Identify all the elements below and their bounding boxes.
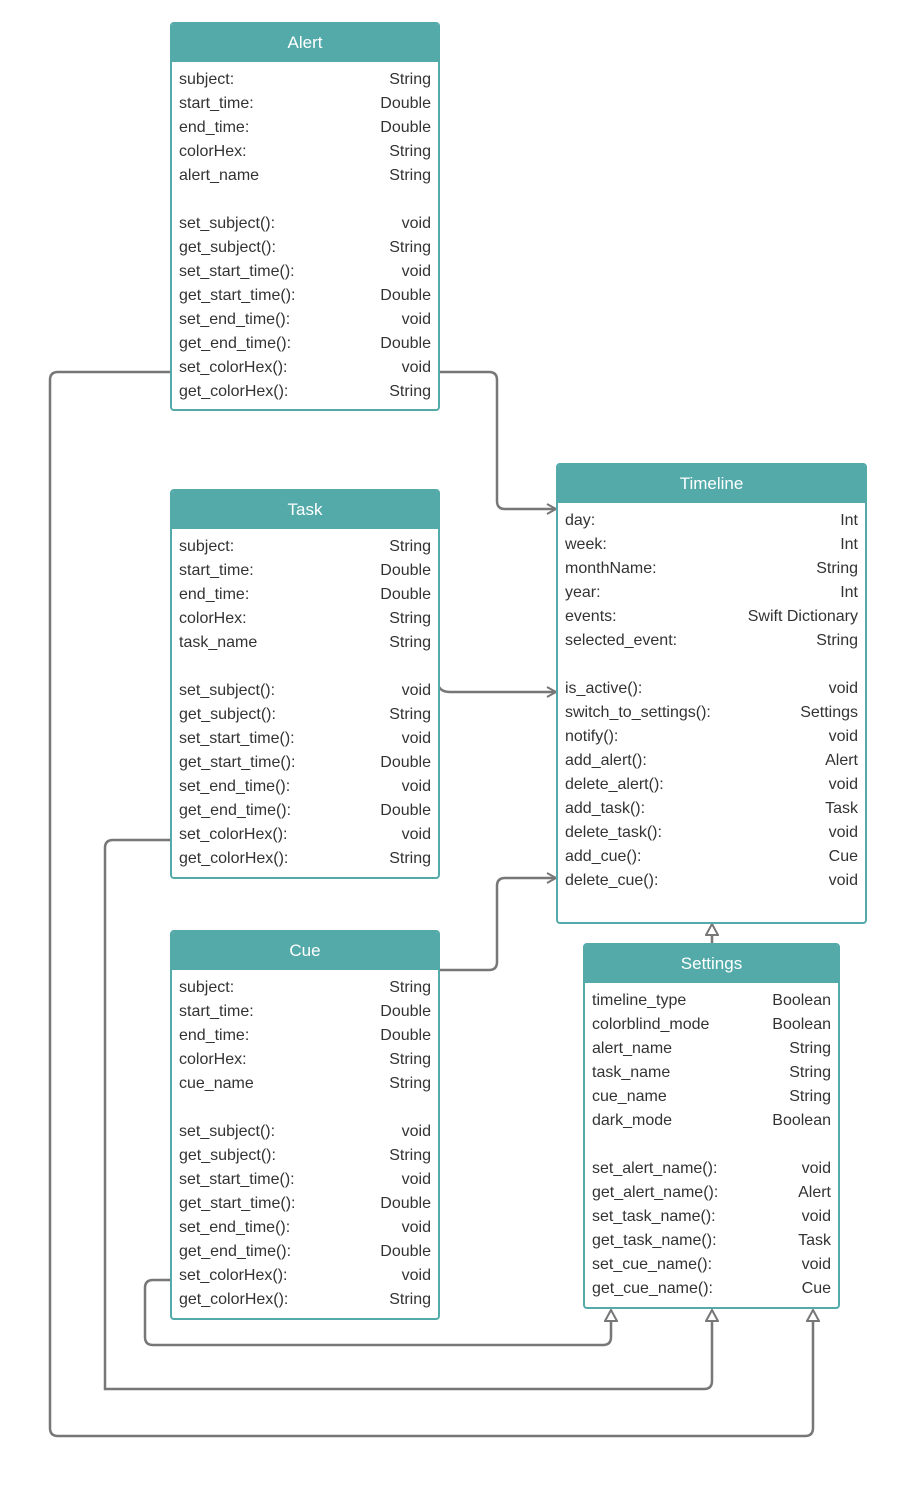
task-attribute-row <box>179 535 431 559</box>
section-spacer <box>179 655 431 679</box>
member-name: get_start_time(): <box>179 1195 296 1212</box>
task-method-row <box>179 703 431 727</box>
member-name: set_subject(): <box>179 682 276 699</box>
member-type: Double <box>380 287 431 304</box>
timeline-attribute-row <box>565 509 858 533</box>
alert-attribute-row <box>179 140 431 164</box>
member-name: get_alert_name(): <box>592 1184 719 1201</box>
member-name: task_name <box>592 1064 671 1081</box>
member-type: String <box>789 1040 831 1057</box>
timeline-method-row <box>565 677 858 701</box>
member-type: void <box>401 311 431 328</box>
member-type: void <box>801 1160 831 1177</box>
member-type: Swift Dictionary <box>747 608 858 625</box>
task-attribute-row <box>179 607 431 631</box>
task-attribute-row <box>179 583 431 607</box>
alert-method-row <box>179 332 431 356</box>
cue-attribute-row <box>179 1000 431 1024</box>
alert-attribute-row <box>179 92 431 116</box>
member-name: set_colorHex(): <box>179 1267 288 1284</box>
member-name: monthName: <box>565 560 657 577</box>
task-attribute-row <box>179 631 431 655</box>
class-settings-title: Settings <box>585 945 838 983</box>
alert-attribute-row <box>179 68 431 92</box>
alert-method-row <box>179 284 431 308</box>
alert-method-row <box>179 212 431 236</box>
settings-method-row <box>592 1253 831 1277</box>
class-alert-body <box>172 62 438 404</box>
timeline-method-row <box>565 845 858 869</box>
class-cue-body <box>172 970 438 1312</box>
class-settings-body <box>585 983 838 1301</box>
alert-method-row <box>179 236 431 260</box>
connector-cue-timeline <box>439 878 556 970</box>
member-name: colorHex: <box>179 1051 247 1068</box>
settings-attribute-row <box>592 1085 831 1109</box>
member-type: void <box>801 1256 831 1273</box>
member-name: set_end_time(): <box>179 778 291 795</box>
section-spacer <box>565 653 858 677</box>
member-name: week: <box>565 536 607 553</box>
member-type: String <box>816 560 858 577</box>
member-name: get_subject(): <box>179 239 276 256</box>
member-type: Double <box>380 586 431 603</box>
member-name: get_task_name(): <box>592 1232 717 1249</box>
member-name: delete_cue(): <box>565 872 659 889</box>
member-type: void <box>401 1171 431 1188</box>
settings-attribute-row <box>592 989 831 1013</box>
timeline-method-row <box>565 821 858 845</box>
member-type: void <box>401 682 431 699</box>
member-name: set_alert_name(): <box>592 1160 718 1177</box>
member-type: String <box>389 167 431 184</box>
member-name: colorblind_mode <box>592 1016 710 1033</box>
member-name: set_subject(): <box>179 1123 276 1140</box>
member-name: set_colorHex(): <box>179 826 288 843</box>
task-method-row <box>179 799 431 823</box>
member-type: void <box>401 778 431 795</box>
alert-attribute-row <box>179 164 431 188</box>
class-task-body <box>172 529 438 871</box>
cue-attribute-row <box>179 1072 431 1096</box>
member-name: set_end_time(): <box>179 311 291 328</box>
member-name: cue_name <box>179 1075 254 1092</box>
member-type: void <box>828 680 858 697</box>
member-name: set_subject(): <box>179 215 276 232</box>
member-name: get_end_time(): <box>179 335 292 352</box>
timeline-method-row <box>565 797 858 821</box>
member-type: Double <box>380 1243 431 1260</box>
task-method-row <box>179 823 431 847</box>
member-type: Int <box>840 584 858 601</box>
member-type: void <box>401 359 431 376</box>
member-type: String <box>389 610 431 627</box>
section-spacer <box>179 1096 431 1120</box>
member-type: void <box>828 824 858 841</box>
cue-attribute-row <box>179 1024 431 1048</box>
member-name: set_start_time(): <box>179 730 295 747</box>
member-type: void <box>828 776 858 793</box>
member-name: colorHex: <box>179 610 247 627</box>
member-name: end_time: <box>179 1027 250 1044</box>
member-type: Cue <box>801 1280 831 1297</box>
member-type: Double <box>380 1195 431 1212</box>
member-name: get_colorHex(): <box>179 850 289 867</box>
cue-method-row <box>179 1120 431 1144</box>
member-type: void <box>401 1123 431 1140</box>
task-method-row <box>179 847 431 871</box>
member-type: void <box>401 1219 431 1236</box>
member-type: Task <box>798 1232 831 1249</box>
member-name: alert_name <box>179 167 260 184</box>
class-alert-title: Alert <box>172 24 438 62</box>
timeline-attribute-row <box>565 557 858 581</box>
member-type: Double <box>380 802 431 819</box>
member-type: String <box>389 143 431 160</box>
member-name: get_start_time(): <box>179 287 296 304</box>
member-name: set_start_time(): <box>179 1171 295 1188</box>
member-name: timeline_type <box>592 992 687 1009</box>
member-name: notify(): <box>565 728 619 745</box>
timeline-attribute-row <box>565 605 858 629</box>
timeline-method-row <box>565 773 858 797</box>
member-type: String <box>816 632 858 649</box>
member-name: task_name <box>179 634 258 651</box>
member-name: start_time: <box>179 95 254 112</box>
task-method-row <box>179 727 431 751</box>
settings-attribute-row <box>592 1013 831 1037</box>
task-method-row <box>179 751 431 775</box>
member-type: void <box>801 1208 831 1225</box>
member-type: Boolean <box>772 992 831 1009</box>
member-name: delete_alert(): <box>565 776 664 793</box>
member-type: void <box>828 872 858 889</box>
cue-method-row <box>179 1216 431 1240</box>
member-name: year: <box>565 584 601 601</box>
class-task[interactable] <box>170 489 440 879</box>
alert-method-row <box>179 308 431 332</box>
member-type: String <box>389 706 431 723</box>
member-name: set_colorHex(): <box>179 359 288 376</box>
timeline-method-row <box>565 749 858 773</box>
member-type: String <box>789 1064 831 1081</box>
timeline-attribute-row <box>565 533 858 557</box>
timeline-attribute-row <box>565 629 858 653</box>
member-type: Settings <box>800 704 858 721</box>
cue-attribute-row <box>179 976 431 1000</box>
member-name: get_subject(): <box>179 706 276 723</box>
member-name: set_start_time(): <box>179 263 295 280</box>
settings-attribute-row <box>592 1109 831 1133</box>
member-name: is_active(): <box>565 680 643 697</box>
member-type: Int <box>840 512 858 529</box>
member-type: Double <box>380 562 431 579</box>
alert-method-row <box>179 356 431 380</box>
member-type: String <box>389 1147 431 1164</box>
member-type: String <box>389 383 431 400</box>
member-name: get_end_time(): <box>179 802 292 819</box>
alert-method-row <box>179 260 431 284</box>
member-name: dark_mode <box>592 1112 673 1129</box>
settings-attribute-row <box>592 1037 831 1061</box>
member-name: set_end_time(): <box>179 1219 291 1236</box>
member-type: Double <box>380 335 431 352</box>
connector-alert-timeline <box>439 372 556 509</box>
settings-method-row <box>592 1205 831 1229</box>
settings-method-row <box>592 1157 831 1181</box>
member-name: cue_name <box>592 1088 667 1105</box>
member-name: get_colorHex(): <box>179 1291 289 1308</box>
section-spacer <box>179 188 431 212</box>
member-type: String <box>389 71 431 88</box>
member-name: add_alert(): <box>565 752 647 769</box>
member-name: add_task(): <box>565 800 646 817</box>
class-timeline-body <box>558 503 865 893</box>
member-name: start_time: <box>179 1003 254 1020</box>
member-type: String <box>789 1088 831 1105</box>
member-type: String <box>389 634 431 651</box>
member-type: void <box>401 263 431 280</box>
member-type: String <box>389 1291 431 1308</box>
member-type: void <box>401 215 431 232</box>
member-name: get_subject(): <box>179 1147 276 1164</box>
class-alert[interactable] <box>170 22 440 411</box>
member-type: Alert <box>825 752 858 769</box>
class-timeline-title: Timeline <box>558 465 865 503</box>
member-name: add_cue(): <box>565 848 642 865</box>
member-type: void <box>828 728 858 745</box>
member-type: String <box>389 1051 431 1068</box>
timeline-method-row <box>565 869 858 893</box>
member-type: String <box>389 239 431 256</box>
member-name: events: <box>565 608 617 625</box>
member-type: void <box>401 826 431 843</box>
alert-attribute-row <box>179 116 431 140</box>
member-type: String <box>389 979 431 996</box>
member-type: Double <box>380 1027 431 1044</box>
member-name: switch_to_settings(): <box>565 704 711 721</box>
cue-method-row <box>179 1240 431 1264</box>
task-attribute-row <box>179 559 431 583</box>
cue-method-row <box>179 1288 431 1312</box>
timeline-attribute-row <box>565 581 858 605</box>
member-type: String <box>389 1075 431 1092</box>
member-name: end_time: <box>179 119 250 136</box>
member-name: day: <box>565 512 596 529</box>
member-name: set_cue_name(): <box>592 1256 713 1273</box>
member-name: colorHex: <box>179 143 247 160</box>
member-type: Int <box>840 536 858 553</box>
member-type: Task <box>825 800 858 817</box>
class-cue-title: Cue <box>172 932 438 970</box>
member-name: delete_task(): <box>565 824 662 841</box>
member-name: subject: <box>179 71 235 88</box>
member-name: alert_name <box>592 1040 673 1057</box>
member-name: get_colorHex(): <box>179 383 289 400</box>
class-timeline[interactable] <box>556 463 867 924</box>
member-type: Double <box>380 754 431 771</box>
task-method-row <box>179 775 431 799</box>
member-name: selected_event: <box>565 632 678 649</box>
timeline-method-row <box>565 701 858 725</box>
section-spacer <box>592 1133 831 1157</box>
member-type: Double <box>380 119 431 136</box>
settings-method-row <box>592 1181 831 1205</box>
member-type: Double <box>380 95 431 112</box>
member-name: end_time: <box>179 586 250 603</box>
member-type: Boolean <box>772 1016 831 1033</box>
settings-attribute-row <box>592 1061 831 1085</box>
member-type: Double <box>380 1003 431 1020</box>
settings-method-row <box>592 1229 831 1253</box>
alert-method-row <box>179 380 431 404</box>
member-type: String <box>389 538 431 555</box>
member-type: Boolean <box>772 1112 831 1129</box>
cue-method-row <box>179 1192 431 1216</box>
settings-method-row <box>592 1277 831 1301</box>
class-cue[interactable] <box>170 930 440 1320</box>
class-task-title: Task <box>172 491 438 529</box>
member-name: get_end_time(): <box>179 1243 292 1260</box>
cue-method-row <box>179 1264 431 1288</box>
member-type: Alert <box>798 1184 831 1201</box>
member-name: get_start_time(): <box>179 754 296 771</box>
cue-method-row <box>179 1144 431 1168</box>
member-type: void <box>401 1267 431 1284</box>
connector-task-timeline <box>439 687 556 692</box>
member-name: get_cue_name(): <box>592 1280 713 1297</box>
member-name: subject: <box>179 979 235 996</box>
class-settings[interactable] <box>583 943 840 1309</box>
member-type: Cue <box>828 848 858 865</box>
member-type: void <box>401 730 431 747</box>
cue-attribute-row <box>179 1048 431 1072</box>
timeline-method-row <box>565 725 858 749</box>
member-name: start_time: <box>179 562 254 579</box>
member-name: set_task_name(): <box>592 1208 716 1225</box>
cue-method-row <box>179 1168 431 1192</box>
task-method-row <box>179 679 431 703</box>
member-type: String <box>389 850 431 867</box>
member-name: subject: <box>179 538 235 555</box>
